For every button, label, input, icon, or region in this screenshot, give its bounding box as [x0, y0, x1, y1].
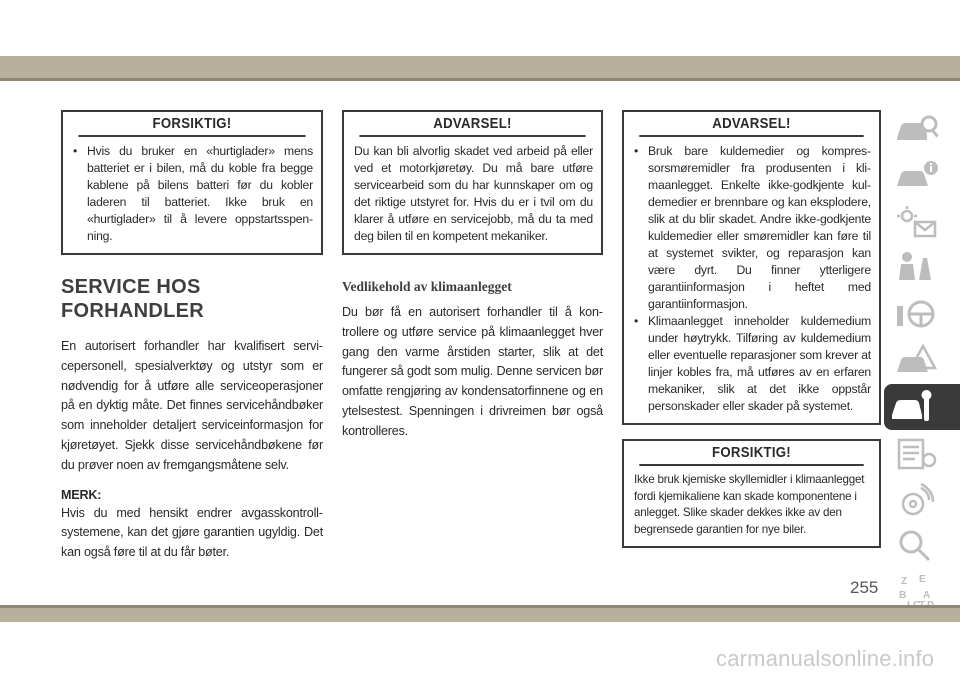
caution-title-2: FORSIKTIG!: [639, 441, 863, 466]
ac-paragraph: Du bør få en autorisert forhandler til å kontrollere og utføre service på klimaanlegget hver gang den varme årstiden starter, slik at det fungerer så godt som mulig. Denne servicen bør omfatte rengjøring av kondensatorfinnene og en ytelsestest. Spenningen i drivreimen bør også kontrolleres.: [342, 305, 603, 438]
specs-list-icon[interactable]: [884, 432, 948, 476]
watermark: carmanualsonline.info: [716, 646, 935, 671]
steering-wheel-icon[interactable]: [884, 292, 948, 336]
warning-box: [342, 110, 603, 255]
warning-body-2: [624, 137, 879, 423]
subsection-heading: Vedlikehold av klimaanlegget: [342, 279, 512, 294]
warning-bullet-2: • Klimaanlegget inneholder kuldemedium under høytrykk. Tilføring av kuldemedium eller eventuelle reparasjoner som krever at linjer kobles fra, må utføres av en erfaren mekaniker, slik at det ikke oppstår personskader eller skader på systemet.: [634, 313, 871, 415]
section-heading-line2: FORHANDLER: [61, 300, 204, 322]
caution-box-2: [622, 439, 881, 548]
bottom-band: [0, 608, 960, 622]
svg-text:A: A: [923, 590, 931, 601]
page-number: 255: [850, 578, 879, 597]
car-info-icon[interactable]: [884, 154, 948, 198]
warning-title-2: ADVARSEL!: [639, 112, 863, 137]
caution-bullet: • Hvis du bruker en «hurtiglader» mens batteriet er i bilen, må du koble fra begge kablene på bilens batteri før du kobler laderen til batteriet. Ikke bruk en «hurtiglader» til å levere oppstartsspenning.: [73, 143, 313, 245]
caution-body: [63, 137, 321, 253]
section-heading-line1: SERVICE HOS: [61, 276, 201, 298]
caution-box: [61, 110, 323, 255]
dashboard-lights-icon[interactable]: [884, 200, 948, 244]
chapter-sidebar: [884, 108, 960, 616]
warning-box-2: [622, 110, 881, 425]
car-wrench-icon[interactable]: [884, 384, 960, 430]
section-heading: [61, 275, 323, 323]
note-text: Hvis du med hensikt endrer avgasskontrollsystemene, kan det gjøre garantien ugyldig. Det kan også føre til at du får bøter.: [61, 505, 323, 560]
caution-body-2: Ikke bruk kjemiske skyllemidler i klimaanlegget fordi kjemikaliene kan skade komponentene i anlegget. Slike skader dekkes ikke av den begrensede garantien for nye biler.: [634, 473, 865, 536]
top-band: [0, 56, 960, 78]
warning-car-icon[interactable]: [884, 338, 948, 382]
car-search-icon[interactable]: [884, 108, 948, 152]
service-paragraph: En autorisert forhandler har kvalifisert servicepersonell, spesialverktøy og utstyr som er nødvendig for å utføre alle serviceoperasjoner på en dyktig måte. Det finnes servicehåndbøker som inneholder detaljert serviceinformasjon for kjøretøyet. Sjekk disse servicehåndbøkene før du prøver noen av fremgangsmåtene selv.: [61, 339, 323, 472]
column-left: [61, 110, 323, 563]
top-rule: [0, 78, 960, 81]
column-right: [622, 110, 881, 548]
column-middle: [342, 110, 603, 442]
note-label: MERK:: [61, 487, 102, 502]
caution-title: FORSIKTIG!: [78, 112, 305, 137]
svg-text:Z: Z: [901, 576, 908, 587]
svg-text:E: E: [919, 574, 926, 585]
warning-body: Du kan bli alvorlig skadet ved arbeid på eller ved et motorkjøretøy. Du må bare utføre servicearbeid som du har kunnskaper om og det riktige utstyret for. Hvis du er i tvil om du klarer å utføre en servicejobb, må du ta med deg bilen til en kompetent mekaniker.: [354, 144, 593, 243]
warning-title: ADVARSEL!: [359, 112, 585, 137]
magnifier-icon[interactable]: [884, 524, 948, 568]
seat-person-icon[interactable]: [884, 246, 948, 290]
multimedia-icon[interactable]: [884, 478, 948, 522]
warning-bullet-1: • Bruk bare kuldemedier og kompressorsmøremidler fra produsenten i klimaanlegget. Enkelte ikke-godkjente kuldemedier er brennbare og kan eksplodere, slik at du blir skadet. Andre ikke-godkjente kuldemedier eller smøremidler kan føre til at systemet svikter, og reparasjon kan være dyrt. Du finner ytterligere garantiinformasjon i heftet med garantiinformasjon.: [634, 143, 871, 313]
svg-text:B: B: [899, 590, 907, 601]
